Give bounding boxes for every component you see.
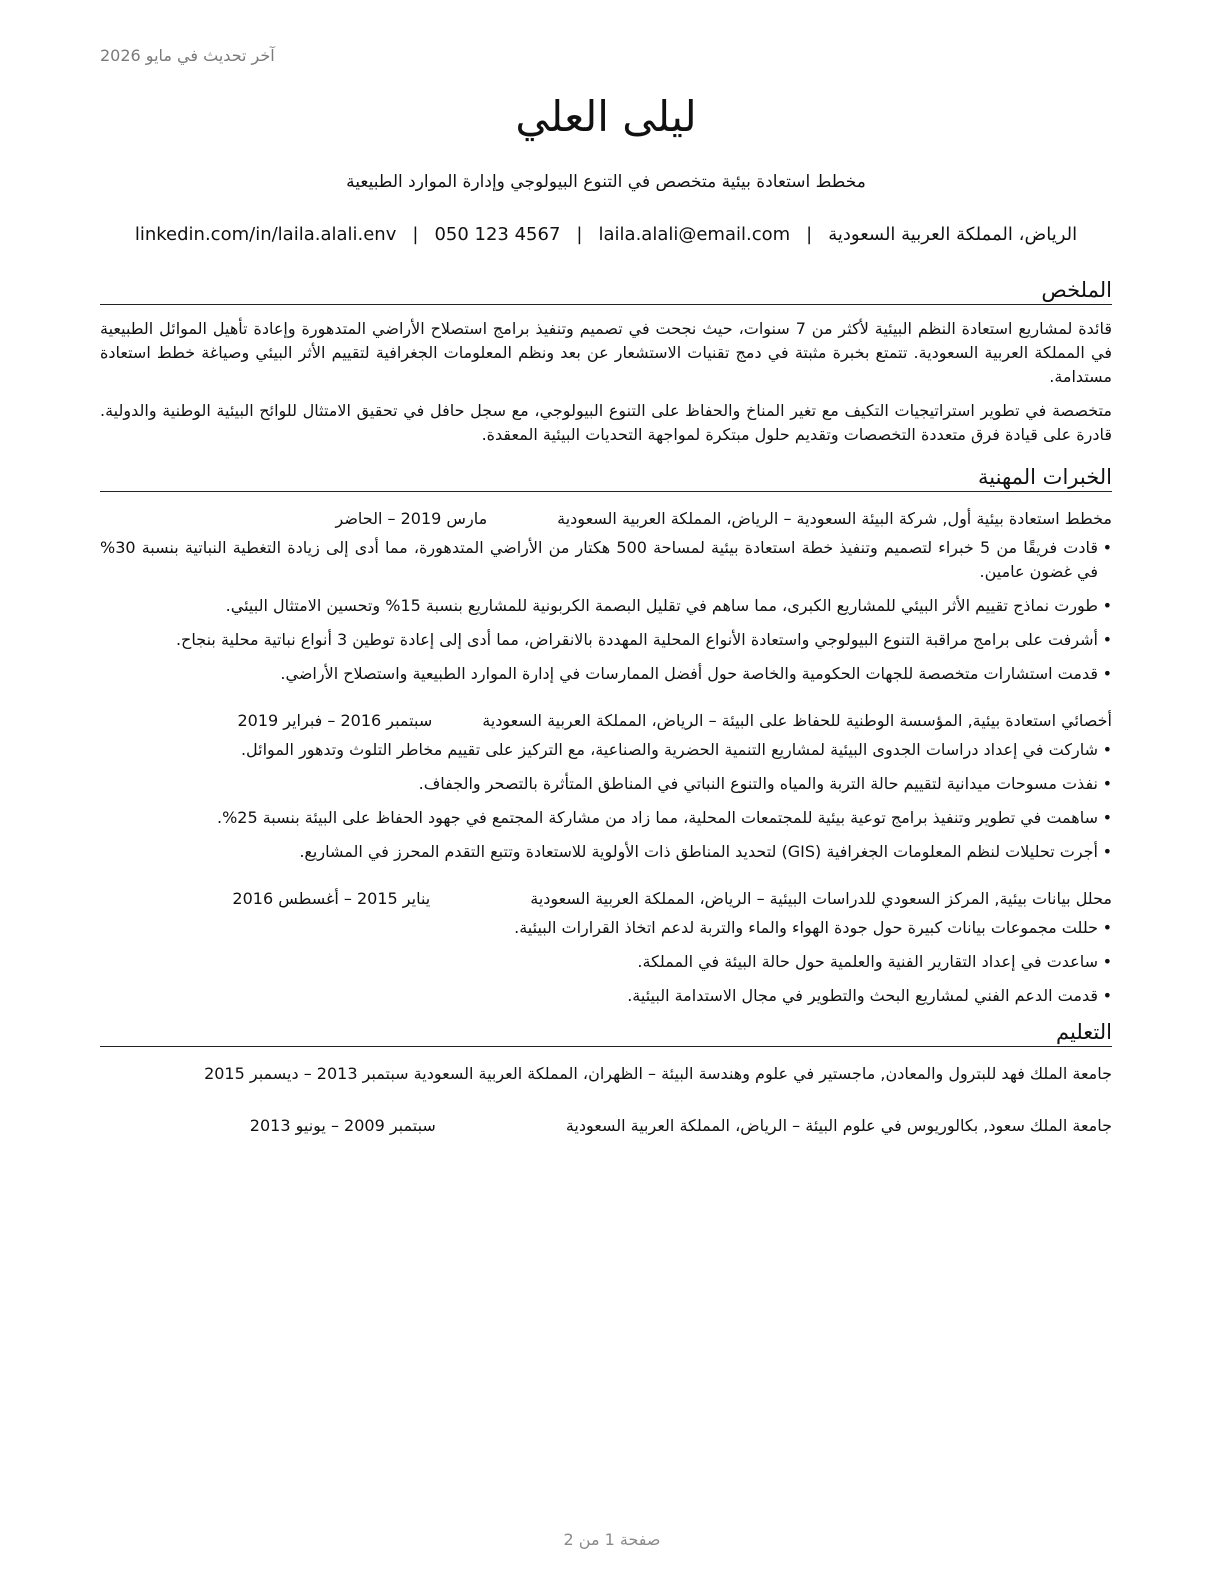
- job-heading: مخطط استعادة بيئية أول, شركة البيئة السعودية – الرياض، المملكة العربية السعودية: [557, 509, 1112, 528]
- job-heading: أخصائي استعادة بيئية, المؤسسة الوطنية للحفاظ على البيئة – الرياض، المملكة العربية السعودية: [482, 711, 1112, 730]
- contact-phone: 050 123 4567: [434, 224, 561, 245]
- job-bullets: [100, 738, 1112, 864]
- bullet-icon: •: [1102, 808, 1112, 827]
- list-item: • نفذت مسوحات ميدانية لتقييم حالة التربة والمياه والتنوع النباتي في المناطق المتأثرة بالتصحر والجفاف.: [100, 772, 1112, 796]
- bullet-icon: •: [1102, 842, 1112, 861]
- summary-paragraph: متخصصة في تطوير استراتيجيات التكيف مع تغير المناخ والحفاظ على التنوع البيولوجي، مع سجل حافل في تحقيق الامتثال للوائح البيئية الوطنية والدولية. قادرة على قيادة فرق متعددة التخصصات وتقديم حلول مبتكرة لمواجهة التحديات البيئية المعقدة.: [100, 401, 1112, 444]
- list-item: • قدمت الدعم الفني لمشاريع البحث والتطوير في مجال الاستدامة البيئية.: [100, 984, 1112, 1008]
- contact-line: [100, 224, 1112, 245]
- education-entry: [100, 1061, 1112, 1087]
- contact-separator: |: [576, 224, 583, 245]
- last-updated: آخر تحديث في مايو 2026: [100, 46, 275, 65]
- bullet-icon: •: [1102, 740, 1112, 759]
- bullet-icon: •: [1102, 774, 1112, 793]
- list-item: • شاركت في إعداد دراسات الجدوى البيئية لمشاريع التنمية الحضرية والصناعية، مع التركيز على تقييم مخاطر التلوث وتدهور الموائل.: [100, 738, 1112, 762]
- education-heading: جامعة الملك سعود, بكالوريوس في علوم البيئة – الرياض، المملكة العربية السعودية: [565, 1116, 1112, 1135]
- contact-email[interactable]: laila.alali@email.com: [598, 224, 791, 245]
- page-number: صفحة 1 من 2: [563, 1530, 661, 1549]
- resume-body: [100, 276, 1112, 1165]
- education-title: التعليم: [100, 1018, 1112, 1047]
- summary-title: الملخص: [100, 276, 1112, 305]
- list-item: • قدمت استشارات متخصصة للجهات الحكومية والخاصة حول أفضل الممارسات في إدارة الموارد الطبيعية واستصلاح الأراضي.: [100, 662, 1112, 686]
- list-item: • أجرت تحليلات لنظم المعلومات الجغرافية (GIS) لتحديد المناطق ذات الأولوية للاستعادة وتتبع التقدم المحرز في المشاريع.: [100, 840, 1112, 864]
- list-item: • ساعدت في إعداد التقارير الفنية والعلمية حول حالة البيئة في المملكة.: [100, 950, 1112, 974]
- bullet-icon: •: [1102, 630, 1112, 649]
- job-header: [100, 708, 1112, 734]
- list-item: • طورت نماذج تقييم الأثر البيئي للمشاريع الكبرى، مما ساهم في تقليل البصمة الكربونية للمشاريع بنسبة 15% وتحسين الامتثال البيئي.: [100, 594, 1112, 618]
- bullet-icon: •: [1102, 952, 1112, 971]
- contact-location: الرياض، المملكة العربية السعودية: [828, 224, 1078, 245]
- job-dates: يناير 2015 – أغسطس 2016: [232, 889, 431, 908]
- job-entry: [100, 708, 1112, 864]
- job-heading: محلل بيانات بيئية, المركز السعودي للدراسات البيئية – الرياض، المملكة العربية السعودية: [530, 889, 1112, 908]
- education-dates: سبتمبر 2013 – ديسمبر 2015: [204, 1064, 409, 1083]
- bullet-icon: •: [1102, 596, 1112, 615]
- list-item: • حللت مجموعات بيانات كبيرة حول جودة الهواء والماء والتربة لدعم اتخاذ القرارات البيئية.: [100, 916, 1112, 940]
- job-entry: [100, 506, 1112, 686]
- headline: مخطط استعادة بيئية متخصص في التنوع البيولوجي وإدارة الموارد الطبيعية: [346, 172, 866, 192]
- summary-paragraph: قائدة لمشاريع استعادة النظم البيئية لأكثر من 7 سنوات، حيث نجحت في تصميم وتنفيذ برامج استصلاح الأراضي المتدهورة وإعادة تأهيل الموائل الطبيعية في المملكة العربية السعودية. تتمتع بخبرة مثبتة في دمج تقنيات الاستشعار عن بعد ونظم المعلومات الجغرافية لتقييم الأثر البيئي وصياغة خطط استعادة مستدامة.: [100, 319, 1112, 386]
- bullet-icon: •: [1102, 918, 1112, 937]
- list-item: • أشرفت على برامج مراقبة التنوع البيولوجي واستعادة الأنواع المحلية المهددة بالانقراض، مما أدى إلى إعادة توطين 3 أنواع نباتية محلية بنجاح.: [100, 628, 1112, 652]
- bullet-icon: •: [1102, 664, 1112, 683]
- education-entry: [100, 1113, 1112, 1139]
- candidate-name: ليلى العلي: [515, 92, 697, 141]
- job-bullets: [100, 536, 1112, 686]
- contact-separator: |: [806, 224, 813, 245]
- bullet-icon: •: [1102, 538, 1112, 557]
- bullet-icon: •: [1102, 986, 1112, 1005]
- job-dates: مارس 2019 – الحاضر: [335, 509, 488, 528]
- job-entry: [100, 886, 1112, 1008]
- contact-linkedin[interactable]: linkedin.com/in/laila.alali.env: [134, 224, 397, 245]
- experience-title: الخبرات المهنية: [100, 463, 1112, 492]
- job-header: [100, 886, 1112, 912]
- contact-separator: |: [412, 224, 419, 245]
- job-bullets: [100, 916, 1112, 1008]
- list-item: • ساهمت في تطوير وتنفيذ برامج توعية بيئية للمجتمعات المحلية، مما زاد من مشاركة المجتمع في جهود الحفاظ على البيئة بنسبة 25%.: [100, 806, 1112, 830]
- job-header: [100, 506, 1112, 532]
- list-item: • قادت فريقًا من 5 خبراء لتصميم وتنفيذ خطة استعادة بيئية لمساحة 500 هكتار من الأراضي المتدهورة، مما أدى إلى زيادة التغطية النباتية بنسبة 30% في غضون عامين.: [100, 538, 1112, 581]
- job-dates: سبتمبر 2016 – فبراير 2019: [237, 711, 433, 730]
- education-heading: جامعة الملك فهد للبترول والمعادن, ماجستير في علوم وهندسة البيئة – الظهران، المملكة العربية السعودية: [413, 1064, 1112, 1083]
- education-dates: سبتمبر 2009 – يونيو 2013: [249, 1116, 436, 1135]
